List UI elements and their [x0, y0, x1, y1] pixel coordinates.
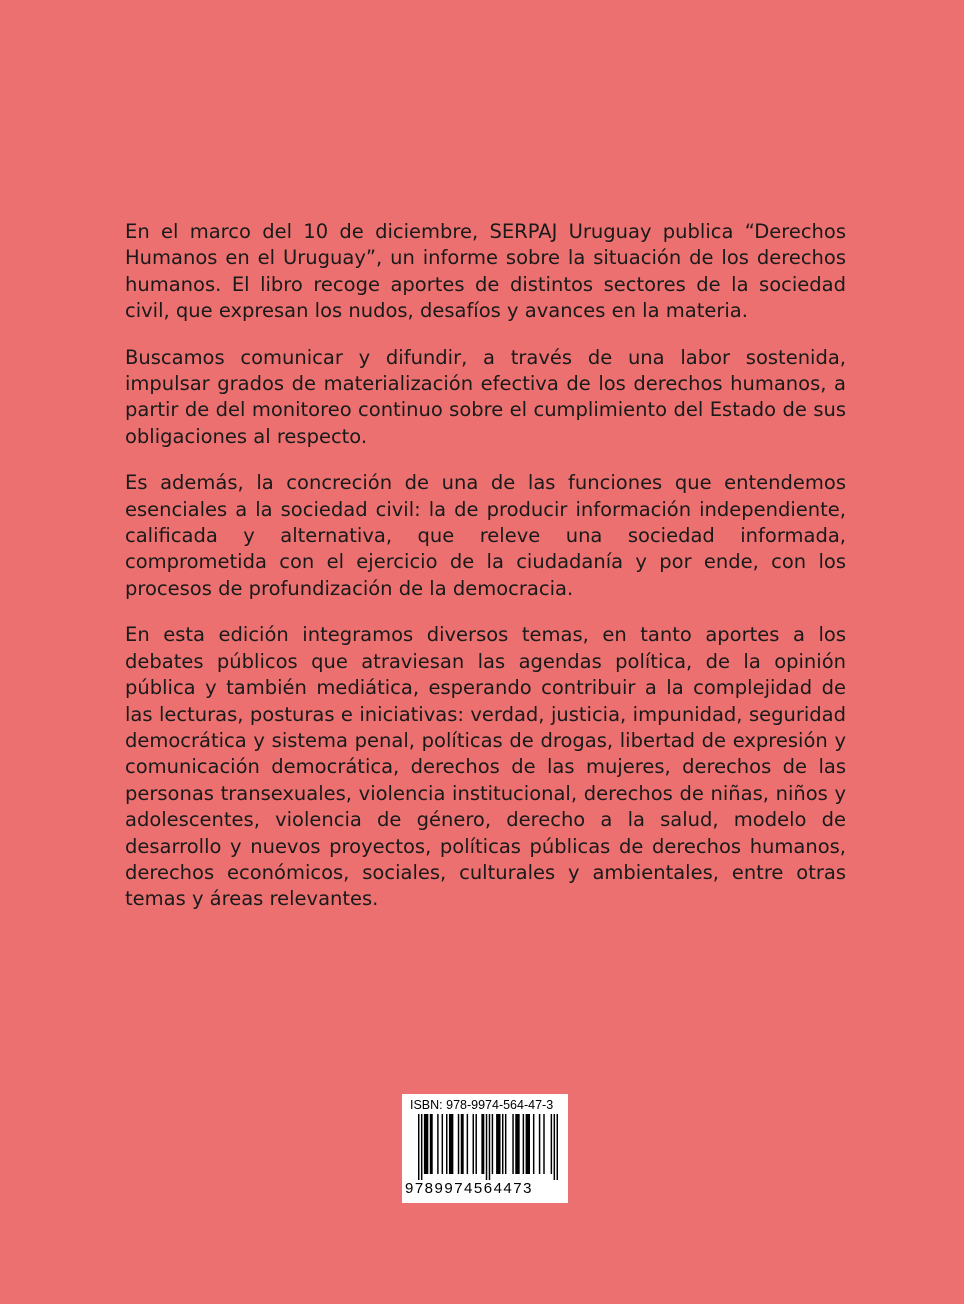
- barcode-bar: [515, 1114, 519, 1174]
- barcode-bar: [475, 1114, 476, 1174]
- barcode-bars: [418, 1114, 558, 1180]
- barcode-bar: [554, 1114, 555, 1180]
- barcode-bar: [533, 1114, 534, 1174]
- back-cover-text: [125, 219, 846, 933]
- barcode-bar: [543, 1114, 544, 1174]
- barcode-bar: [502, 1114, 503, 1174]
- paragraph-objectives: Buscamos comunicar y difundir, a través de una labor sostenida, impulsar grados de materialización efectiva de los derechos humanos, a partir de del monitoreo continuo sobre el cumplimiento del Estado de sus obligaciones al respecto.: [125, 345, 846, 448]
- barcode-bar: [430, 1114, 433, 1174]
- barcode-bar: [526, 1114, 530, 1174]
- barcode-bar: [446, 1114, 447, 1174]
- barcode-bar: [442, 1114, 443, 1174]
- barcode-bar: [496, 1114, 500, 1174]
- barcode-bar: [481, 1114, 484, 1174]
- isbn-label: ISBN: 978-9974-564-47-3: [410, 1098, 554, 1112]
- barcode-bar: [421, 1114, 422, 1180]
- barcode-bar: [539, 1114, 540, 1174]
- barcode-bar: [418, 1114, 419, 1180]
- barcode-bar: [489, 1114, 490, 1180]
- paragraph-civil-society: Es además, la concreción de una de las funciones que entendemos esenciales a la sociedad civil: la de producir información independiente, calificada y alternativa, que releve una sociedad informada, comprometida con el ejercicio de la ciudadanía y por ende, con los procesos de profundización de la democracia.: [125, 471, 846, 600]
- paragraph-topics: En esta edición integramos diversos temas, en tanto aportes a los debates públicos que atraviesan las agendas política, de la opinión pública y también mediática, esperando contribuir a la complejidad de las lecturas, posturas e iniciativas: verdad, justicia, impunidad, seguridad democrática y sistema penal, políticas de drogas, libertad de expresión y comunicación democrática, derechos de las mujeres, derechos de las personas transexuales, violencia institucional, derechos de niñas, niños y adolescentes, violencia de género, derecho a la salud, modelo de desarrollo y nuevos proyectos, políticas públicas de derechos humanos, derechos económicos, sociales, culturales y ambientales, entre otras temas y áreas relevantes.: [125, 623, 846, 911]
- barcode-bar: [551, 1114, 552, 1174]
- barcode-bar: [467, 1114, 468, 1174]
- isbn-barcode: [402, 1094, 568, 1203]
- barcode-bar: [461, 1114, 464, 1174]
- barcode-bar: [492, 1114, 493, 1174]
- barcode-bar: [473, 1114, 474, 1174]
- barcode-bar: [449, 1114, 453, 1174]
- barcode-bar: [505, 1114, 506, 1174]
- barcode-bar: [557, 1114, 558, 1180]
- barcode-bar: [486, 1114, 487, 1180]
- paragraph-intro: En el marco del 10 de diciembre, SERPAJ Uruguay publica “Derechos Humanos en el Uruguay”, un informe sobre la situación de los derechos humanos. El libro recoge aportes de distintos sectores de la sociedad civil, que expresan los nudos, desafíos y avances en la materia.: [125, 220, 846, 323]
- barcode-bar: [523, 1114, 524, 1174]
- barcode-bar: [458, 1114, 459, 1174]
- barcode-bar: [424, 1114, 428, 1174]
- barcode-bar: [512, 1114, 513, 1174]
- barcode-bar: [437, 1114, 438, 1174]
- barcode-digits: 9789974564473: [405, 1180, 533, 1197]
